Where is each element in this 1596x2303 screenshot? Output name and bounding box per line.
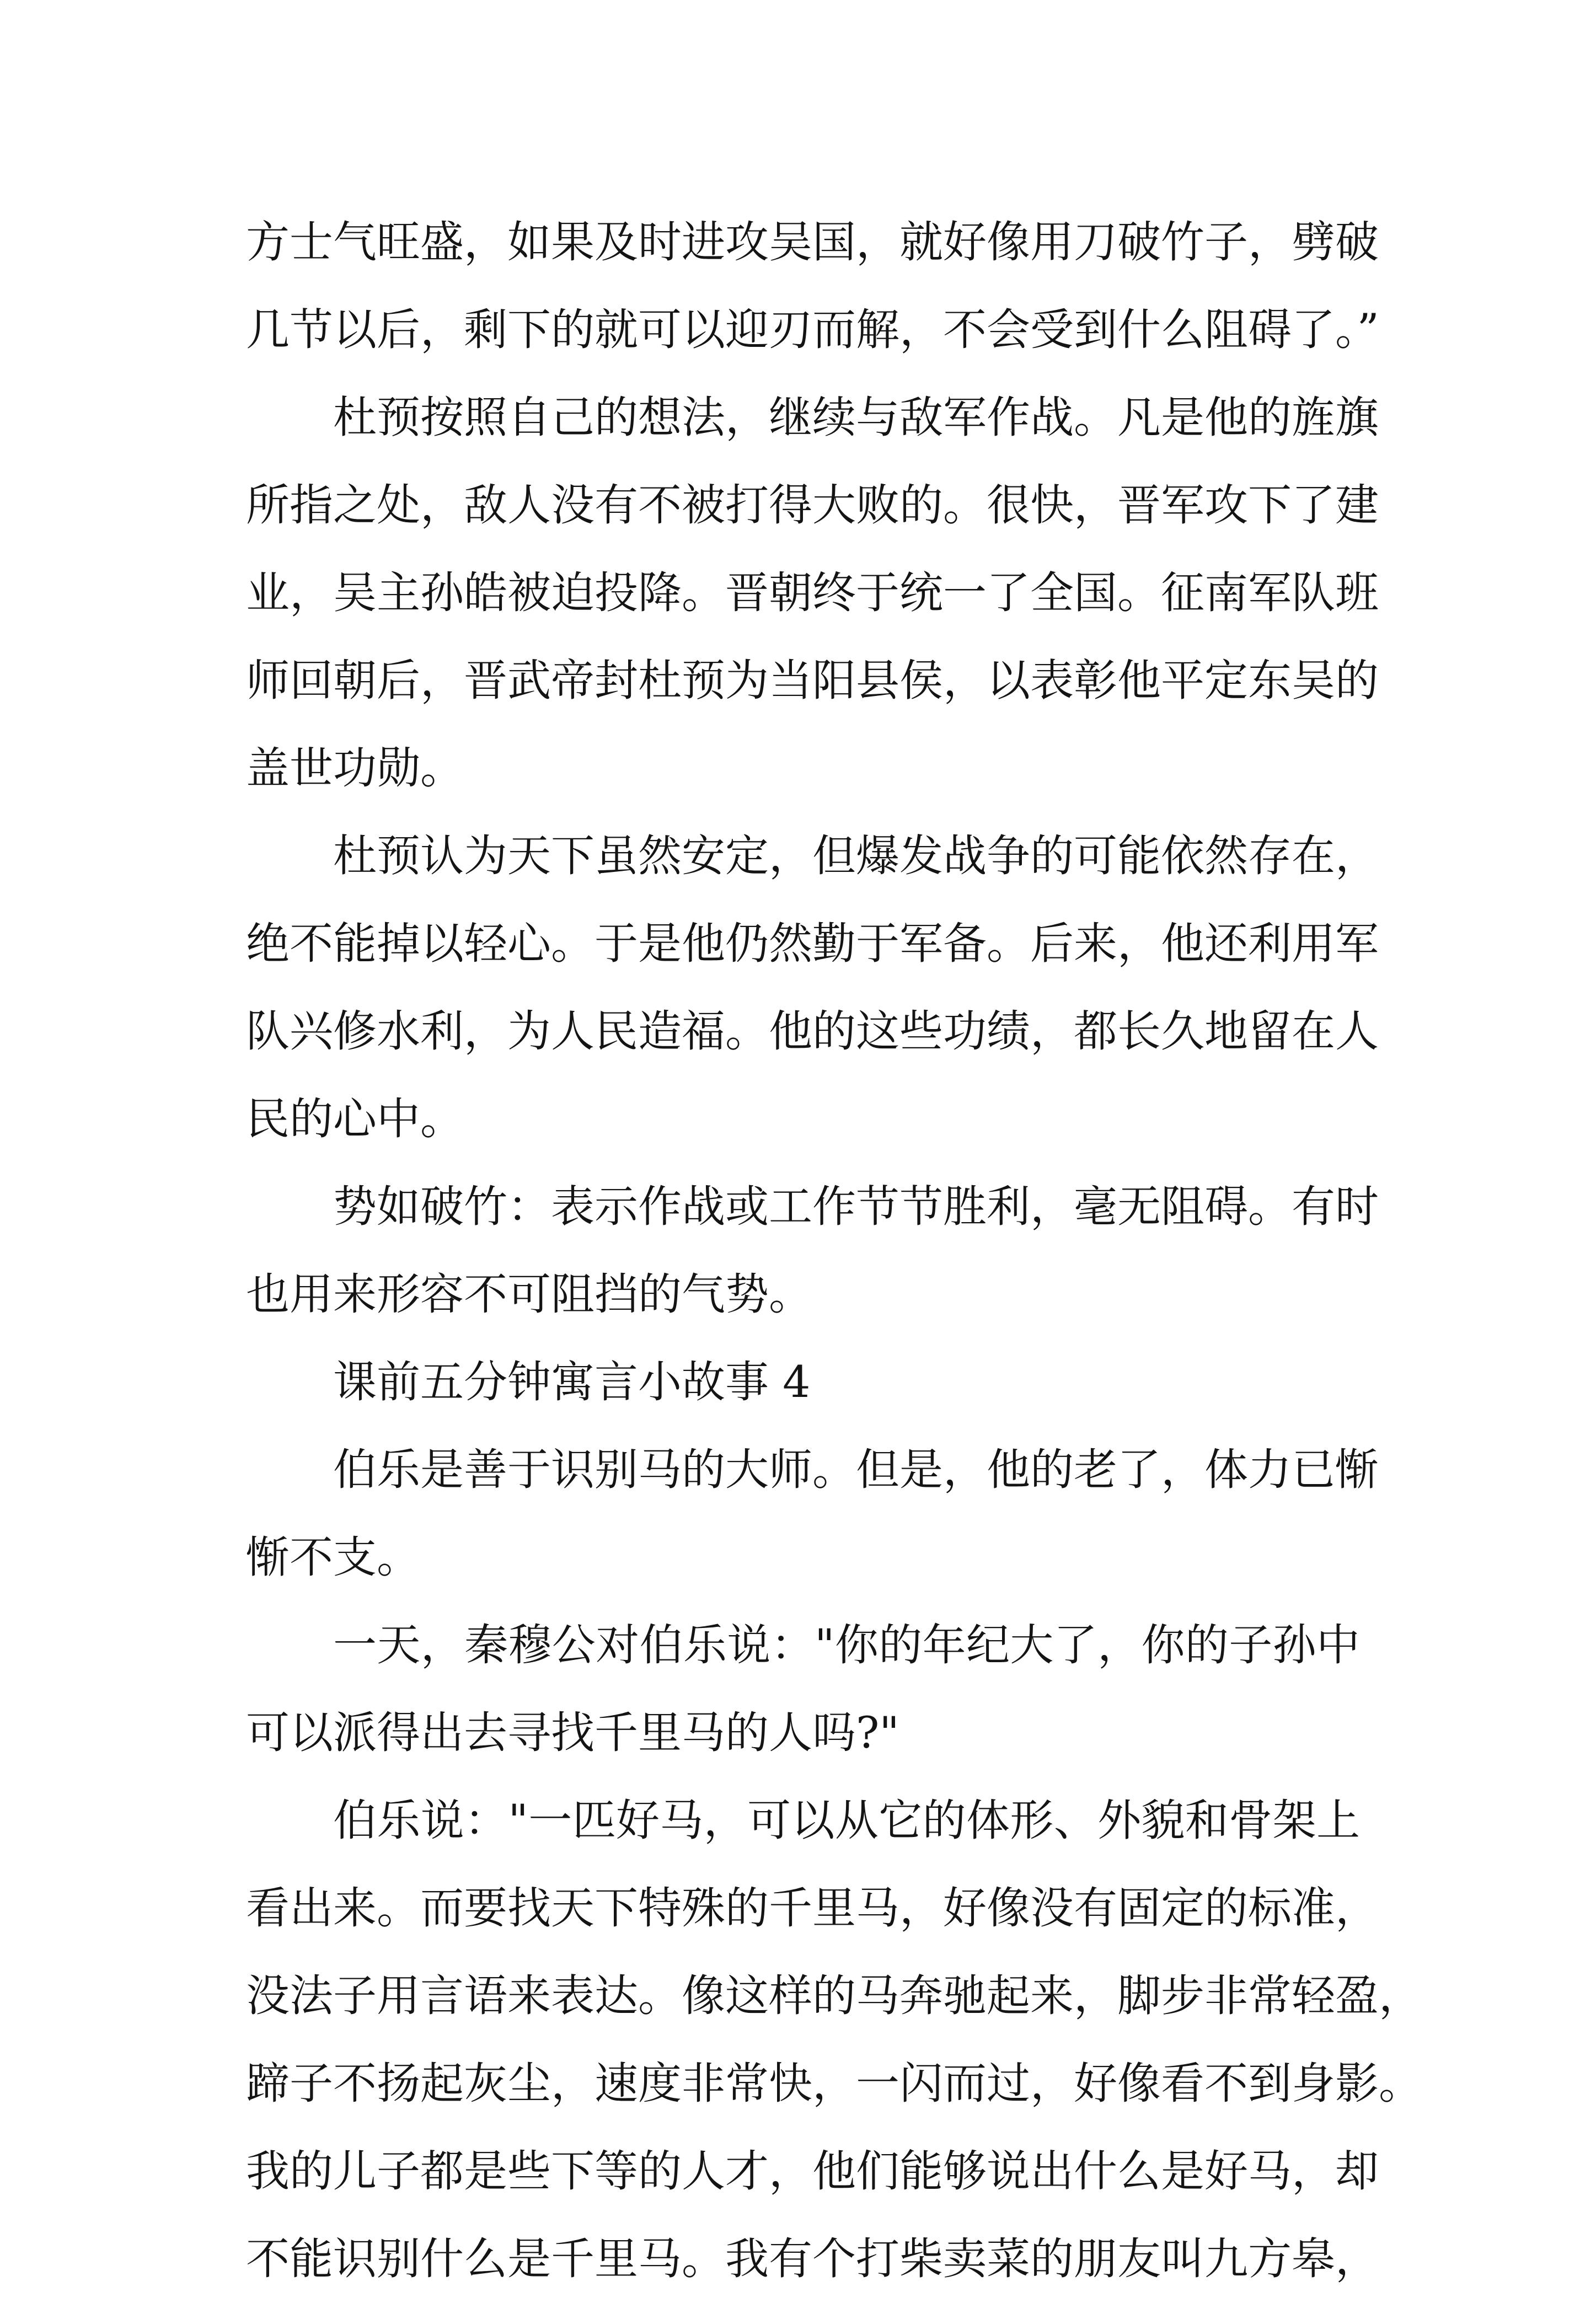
text-line: 伯乐说："一匹好马，可以从它的体形、外貌和骨架上	[333, 1795, 1360, 1846]
body-text	[246, 199, 1422, 2303]
text-line: 没法子用言语来表达。像这样的马奔驰起来，脚步非常轻盈，	[246, 1970, 1422, 2021]
text-line: 师回朝后，晋武帝封杜预为当阳县侯，以表彰他平定东吴的	[246, 655, 1379, 706]
text-line: 课前五分钟寓言小故事 4	[333, 1357, 811, 1407]
text-line: 队兴修水利，为人民造福。他的这些功绩，都长久地留在人	[246, 1006, 1379, 1057]
text-line: 势如破竹：表示作战或工作节节胜利，毫无阻碍。有时	[333, 1181, 1379, 1232]
text-line: 杜预认为天下虽然安定，但爆发战争的可能依然存在，	[333, 831, 1379, 881]
text-line: 也用来形容不可阻挡的气势。	[246, 1269, 812, 1320]
text-line: 几节以后，剩下的就可以迎刃而解，不会受到什么阻碍了。”	[246, 304, 1379, 355]
text-line: 不能识别什么是千里马。我有个打柴卖菜的朋友叫九方皋，	[246, 2234, 1379, 2284]
text-line: 伯乐是善于识别马的大师。但是，他的老了，体力已惭	[333, 1444, 1379, 1495]
text-line: 可以派得出去寻找千里马的人吗?"	[246, 1707, 899, 1758]
text-line: 一天，秦穆公对伯乐说："你的年纪大了，你的子孙中	[333, 1620, 1360, 1670]
text-line: 我的儿子都是些下等的人才，他们能够说出什么是好马，却	[246, 2146, 1379, 2197]
text-line: 看出来。而要找天下特殊的千里马，好像没有固定的标准，	[246, 1883, 1379, 1934]
text-line: 盖世功勋。	[246, 743, 464, 794]
text-line: 所指之处，敌人没有不被打得大败的。很快，晋军攻下了建	[246, 480, 1379, 531]
text-line: 业，吴主孙皓被迫投降。晋朝终于统一了全国。征南军队班	[246, 567, 1379, 618]
text-line: 杜预按照自己的想法，继续与敌军作战。凡是他的旌旗	[333, 392, 1379, 443]
text-line: 绝不能掉以轻心。于是他仍然勤于军备。后来，他还利用军	[246, 918, 1379, 969]
text-line: 方士气旺盛，如果及时进攻吴国，就好像用刀破竹子，劈破	[246, 217, 1379, 267]
text-line: 蹄子不扬起灰尘，速度非常快，一闪而过，好像看不到身影。	[246, 2058, 1422, 2109]
text-line: 民的心中。	[246, 1094, 464, 1144]
text-line: 惭不支。	[246, 1532, 420, 1583]
